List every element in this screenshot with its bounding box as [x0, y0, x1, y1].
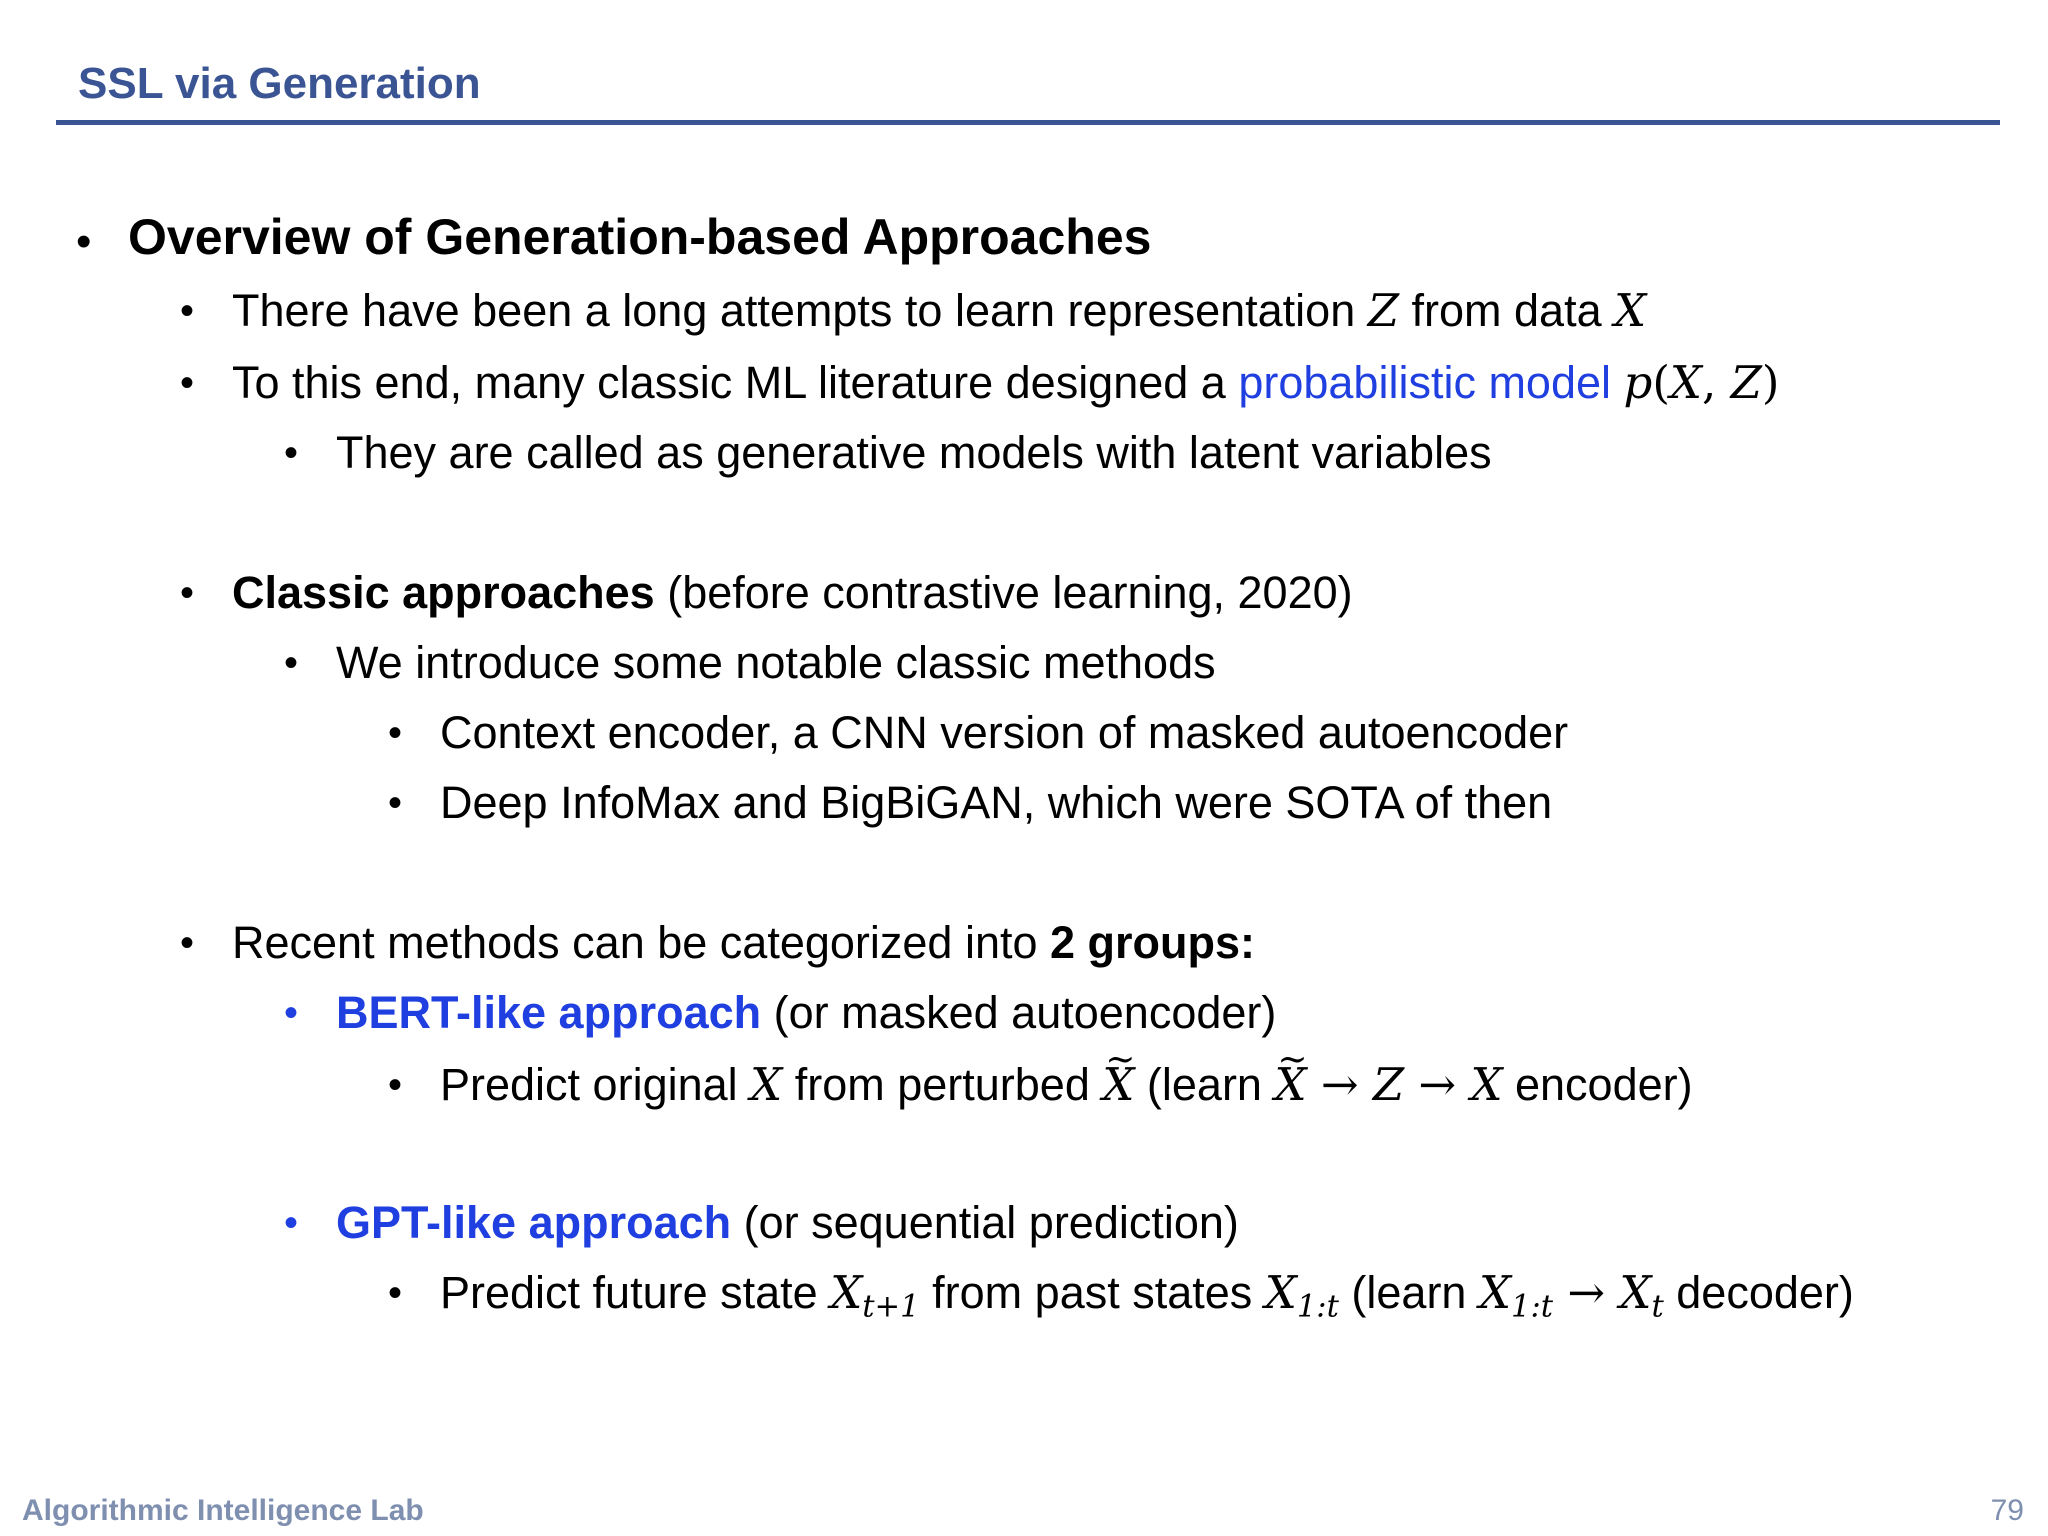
bullet-line10: • — [388, 1063, 403, 1107]
bullet-line12: • — [388, 1271, 403, 1315]
line10-text-c: (learn — [1134, 1059, 1275, 1110]
line10-text-a: Predict original — [440, 1059, 751, 1110]
math-subscript: 1:t — [1511, 1289, 1554, 1325]
line7-text: Deep InfoMax and BigBiGAN, which were SOTA of then — [440, 777, 1553, 828]
bullet-line1: • — [180, 289, 195, 333]
footer-lab-name: Algorithmic Intelligence Lab — [22, 1494, 424, 1527]
bullet-line9: • — [284, 991, 299, 1035]
classic-approaches-bold: Classic approaches — [232, 567, 655, 618]
line12-text-d: decoder) — [1663, 1267, 1854, 1318]
bullet-context-encoder — [440, 706, 1568, 760]
bullet-notable-methods — [336, 636, 1216, 690]
right-arrow-icon: → — [1306, 1058, 1373, 1111]
two-groups-bold: 2 groups: — [1050, 917, 1256, 968]
math-x: X — [1669, 356, 1702, 409]
bullet-recent-methods — [232, 916, 1255, 970]
overview-heading — [128, 207, 1151, 267]
bullet-deep-infomax — [440, 776, 1552, 830]
title-underline — [56, 120, 2000, 125]
math-x: X — [1614, 284, 1647, 337]
bert-like-highlight: BERT-like approach — [336, 987, 762, 1038]
line9-rest: (or masked autoencoder) — [761, 987, 1277, 1038]
bullet-generative-models — [336, 426, 1492, 480]
math-z: Z — [1367, 284, 1400, 337]
line6-text: Context encoder, a CNN version of masked autoencoder — [440, 707, 1569, 758]
bullet-line2: • — [180, 361, 195, 405]
math-x: X — [1478, 1266, 1512, 1319]
bullet-line7: • — [388, 781, 403, 825]
line10-text-b: from perturbed — [782, 1059, 1103, 1110]
math-x-tilde: ~ X — [1274, 1058, 1306, 1112]
math-z: Z — [1730, 356, 1762, 409]
math-x: X — [1470, 1058, 1503, 1111]
bullet-line3: • — [284, 431, 299, 475]
math-close-paren: ) — [1761, 356, 1780, 409]
line12-text-b: from past states — [919, 1267, 1265, 1318]
overview-heading-text: Overview of Generation-based Approaches — [128, 209, 1152, 265]
line12-text-a: Predict future state — [440, 1267, 831, 1318]
bullet-bert-like — [336, 986, 1276, 1040]
line3-text: They are called as generative models with latent variables — [336, 427, 1492, 478]
math-x: X — [1264, 1266, 1297, 1319]
math-subscript: t — [1651, 1289, 1664, 1325]
bullet-line6: • — [388, 711, 403, 755]
bullet-line11: • — [284, 1201, 299, 1245]
bullet-predict-future — [440, 1266, 1854, 1326]
probabilistic-model-highlight: probabilistic model — [1238, 357, 1612, 408]
line1-text-b: from data — [1399, 285, 1615, 336]
math-x-tilde: ~ X — [1102, 1058, 1134, 1112]
line12-text-c: (learn — [1338, 1267, 1479, 1318]
line1-text-a: There have been a long attempts to learn representation — [232, 285, 1368, 336]
line2-text-a: To this end, many classic ML literature designed a — [232, 357, 1239, 408]
bullet-line5: • — [284, 641, 299, 685]
math-x: X — [1619, 1266, 1652, 1319]
line10-text-d: encoder) — [1502, 1059, 1693, 1110]
line4-rest: (before contrastive learning, 2020) — [654, 567, 1353, 618]
math-x: X — [750, 1058, 783, 1111]
math-subscript: t+1 — [862, 1289, 920, 1325]
right-arrow-icon: → — [1404, 1058, 1471, 1111]
bullet-predict-original — [440, 1058, 1693, 1112]
math-comma: , — [1701, 356, 1731, 409]
page-number: 79 — [1990, 1494, 2024, 1527]
math-open-paren: ( — [1652, 356, 1670, 409]
line5-text: We introduce some notable classic methods — [336, 637, 1216, 688]
math-z: Z — [1372, 1058, 1405, 1111]
math-x: X — [830, 1266, 863, 1319]
right-arrow-icon: → — [1553, 1266, 1620, 1319]
bullet-overview: • — [76, 217, 92, 266]
math-p: p — [1623, 356, 1653, 409]
bullet-line8: • — [180, 921, 195, 965]
bullet-representation — [232, 284, 1646, 338]
math-subscript: 1:t — [1296, 1289, 1339, 1325]
line8-text-a: Recent methods can be categorized into — [232, 917, 1050, 968]
gpt-like-highlight: GPT-like approach — [336, 1197, 732, 1248]
slide-title: SSL via Generation — [78, 59, 481, 108]
bullet-line4: • — [180, 571, 195, 615]
bullet-gpt-like — [336, 1196, 1239, 1250]
line11-rest: (or sequential prediction) — [731, 1197, 1239, 1248]
bullet-probabilistic-model — [232, 356, 1779, 410]
bullet-classic-approaches — [232, 566, 1353, 620]
